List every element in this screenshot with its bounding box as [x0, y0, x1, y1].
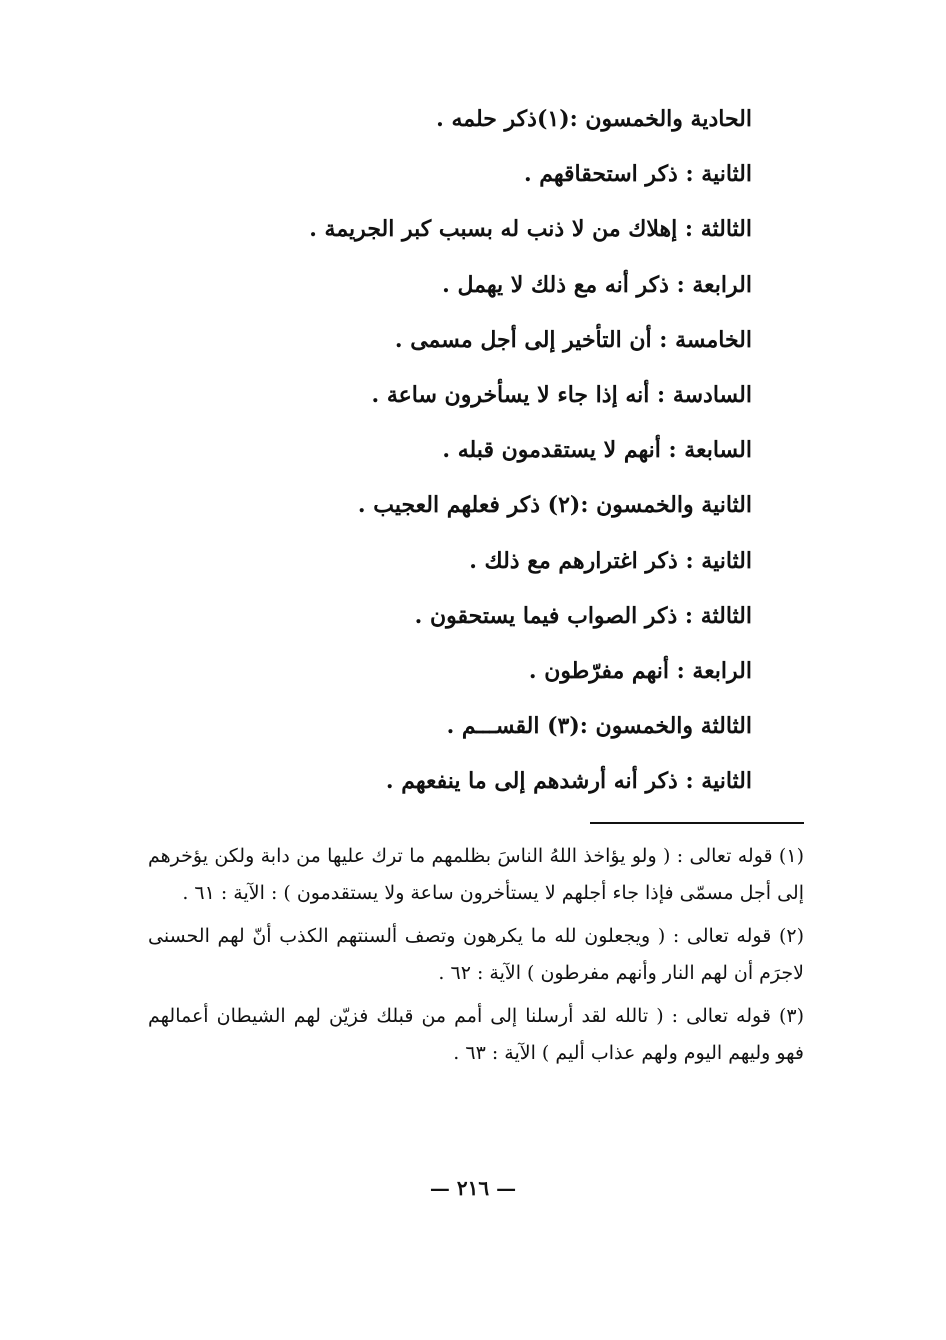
footnote-2: (٢) قوله تعالى : ( ويجعلون لله ما يكرهون وتصف ألسنتهم الكذب أنّ لهم الحسنى لاجرَم أن لهم النار وأنهم مفرطون ) الآية : ٦٢ .: [148, 925, 804, 984]
footnotes-section: [148, 838, 804, 1078]
main-line: الرابعة : أنهم مفرّطون .: [528, 657, 752, 684]
footnote-1: (١) قوله تعالى : ( ولو يؤاخذ اللهُ الناسَ بظلمهم ما ترك عليها من دابة ولكن يؤخرهم إلى أجل مسمّى فإذا جاء أجلهم لا يستأخرون ساعة ولا يستقدمون ) : الآية : ٦١ .: [148, 845, 804, 904]
main-line: الثالثة : ذكر الصواب فيما يستحقون .: [414, 602, 752, 629]
main-line: الثانية والخمسون :(٢) ذكر فعلهم العجيب .: [357, 492, 752, 519]
page-number: — ٢١٦ —: [429, 1176, 517, 1200]
footnote-divider: [590, 822, 804, 824]
main-line: الحادية والخمسون :(١)ذكر حلمه .: [436, 106, 752, 132]
main-line: الثانية : ذكر أنه أرشدهم إلى ما ينفعهم .: [385, 768, 752, 795]
main-line: الثالثة والخمسون :(٣) القســـم .: [446, 713, 752, 740]
main-line: الثانية : ذكر استحقاقهم .: [523, 161, 752, 188]
main-line: الثالثة : إهلاك من لا ذنب له بسبب كبر الجريمة .: [309, 216, 752, 243]
main-line: الثانية : ذكر اغترارهم مع ذلك .: [469, 547, 752, 574]
main-line: الخامسة : أن التأخير إلى أجل مسمى .: [394, 326, 752, 353]
main-text-list: [132, 92, 752, 809]
footnote-3: (٣) قوله تعالى : ( تالله لقد أرسلنا إلى أمم من قبلك فزيّن لهم الشيطان أعمالهم فهو وليهم اليوم ولهم عذاب أليم ) الآية : ٦٣ .: [148, 1005, 804, 1064]
main-line: السادسة : أنه إذا جاء لا يسأخرون ساعة .: [371, 381, 752, 408]
main-line: السابعة : أنهم لا يستقدمون قبله .: [442, 437, 752, 464]
main-line: الرابعة : ذكر أنه مع ذلك لا يهمل .: [442, 271, 752, 298]
